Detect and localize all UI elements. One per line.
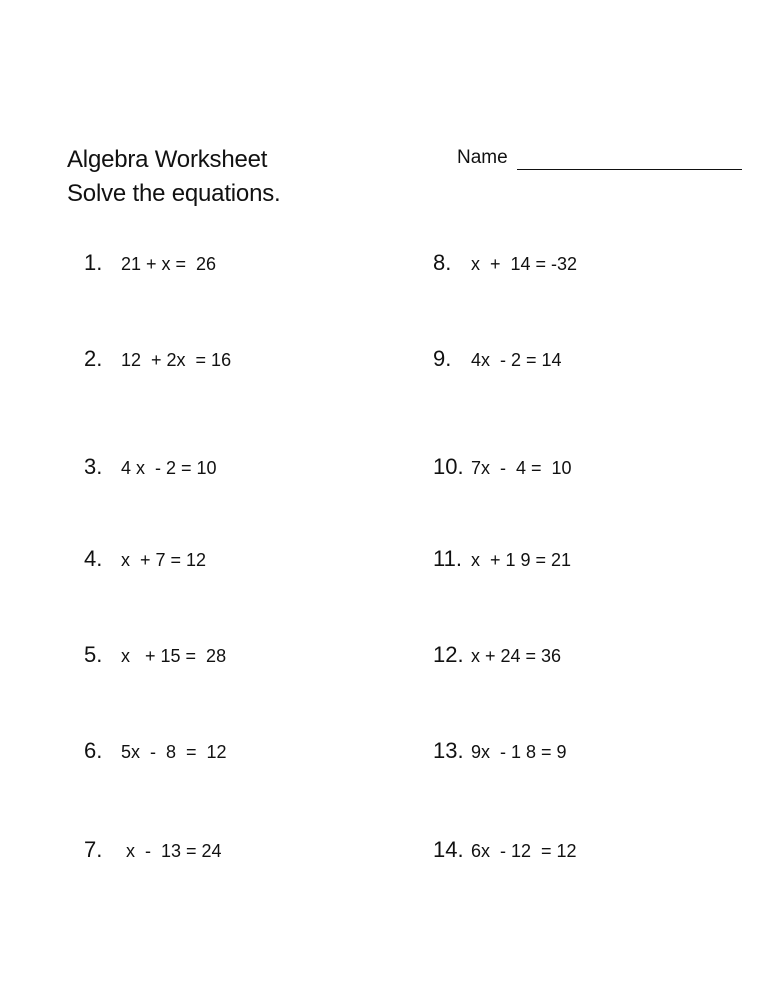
problem-equation: 12 + 2x = 16 <box>121 350 232 370</box>
problem-number: 4. <box>84 546 103 571</box>
problem-13 <box>433 738 567 764</box>
problem-number: 7. <box>84 837 103 862</box>
problem-equation: x + 7 = 12 <box>121 550 207 570</box>
name-field-line[interactable] <box>517 169 742 170</box>
problem-number: 14. <box>433 837 464 862</box>
problem-equation: 6x - 12 = 12 <box>471 841 577 861</box>
problem-equation: x + 1 9 = 21 <box>471 550 572 570</box>
problem-number: 6. <box>84 738 103 763</box>
problem-equation: 4 x - 2 = 10 <box>121 458 217 478</box>
problem-number: 2. <box>84 346 103 371</box>
problem-equation: 21 + x = 26 <box>121 254 217 274</box>
problem-1 <box>84 250 216 276</box>
worksheet-instructions: Solve the equations. <box>67 180 281 207</box>
problem-number: 13. <box>433 738 464 763</box>
problem-number: 11. <box>433 546 462 571</box>
problem-number: 8. <box>433 250 452 275</box>
problem-equation: x + 14 = -32 <box>471 254 578 274</box>
problem-equation: 5x - 8 = 12 <box>121 742 227 762</box>
worksheet-title: Algebra Worksheet <box>67 146 268 173</box>
problem-5 <box>84 642 226 668</box>
problem-2 <box>84 346 231 372</box>
problem-number: 12. <box>433 642 464 667</box>
problem-equation: 4x - 2 = 14 <box>471 350 562 370</box>
problem-equation: 9x - 1 8 = 9 <box>471 742 567 762</box>
problem-equation: x + 15 = 28 <box>121 646 227 666</box>
problem-3 <box>84 454 217 480</box>
problem-number: 3. <box>84 454 103 479</box>
problem-14 <box>433 837 577 863</box>
problem-equation: x - 13 = 24 <box>121 841 222 861</box>
name-label: Name <box>457 147 508 168</box>
problem-12 <box>433 642 561 668</box>
problem-number: 1. <box>84 250 103 275</box>
problem-7 <box>84 837 222 863</box>
problem-number: 10. <box>433 454 464 479</box>
problem-equation: x + 24 = 36 <box>471 646 562 666</box>
problem-number: 5. <box>84 642 103 667</box>
problem-10 <box>433 454 572 480</box>
problem-number: 9. <box>433 346 452 371</box>
problem-4 <box>84 546 206 572</box>
problem-11 <box>433 546 571 572</box>
problem-6 <box>84 738 227 764</box>
problem-equation: 7x - 4 = 10 <box>471 458 572 478</box>
problem-8 <box>433 250 577 276</box>
problem-9 <box>433 346 562 372</box>
